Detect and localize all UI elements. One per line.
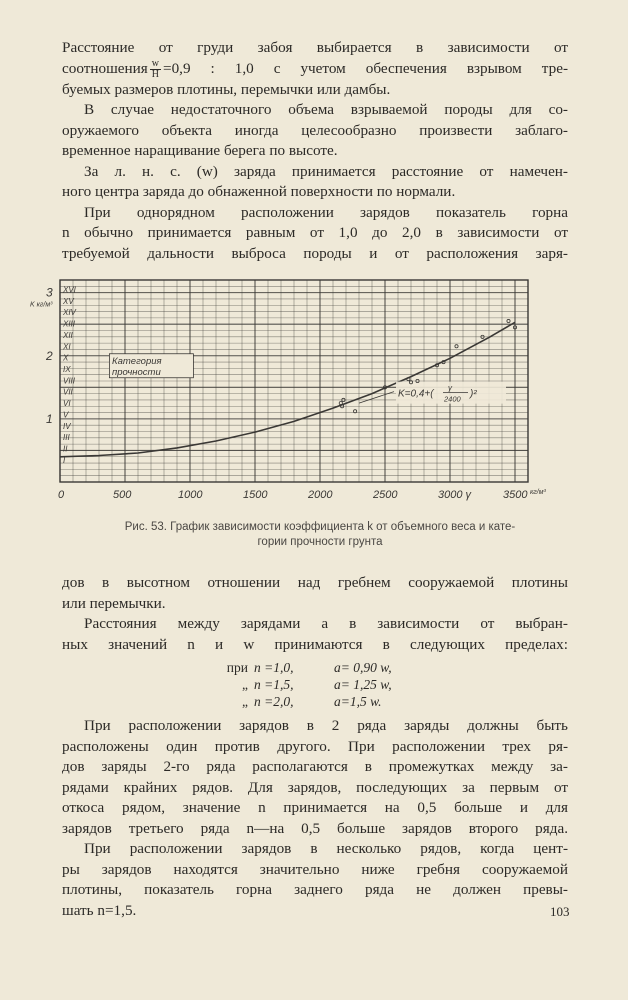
text-line: оружаемого объекта иногда целесообразно произвести заблаго- — [62, 121, 568, 139]
chart-grid — [60, 280, 528, 482]
category-legend-line-2: прочности — [112, 366, 161, 378]
data-point — [339, 401, 342, 404]
category-label: IX — [63, 365, 71, 375]
text-line: дов в высотном отношении над гребнем сооружаемой плотины — [62, 574, 568, 591]
y-tick-label: 2 — [46, 348, 53, 363]
formula-a: a= 1,25 w, — [334, 677, 392, 692]
category-label: XIV — [63, 308, 76, 318]
text-line: ных значений n и w принимаются в следующих пределах: — [62, 635, 568, 653]
x-tick-label: 0 — [58, 489, 65, 501]
x-tick-label: 1000 — [178, 489, 203, 501]
paragraph-top — [62, 38, 568, 264]
category-legend-line-1: Категория — [112, 355, 162, 367]
data-point — [507, 319, 510, 322]
text-line: расположены один против другого. При расположении трех ря- — [62, 737, 568, 755]
text-line: плотины, показатель горна заднего ряда не должен превы- — [62, 881, 568, 898]
curve-group — [60, 319, 515, 457]
category-label: XII — [63, 330, 73, 340]
category-label: VI — [63, 399, 71, 409]
text-line: требуемой дальности выброса породы и от расположения заря- — [62, 244, 568, 262]
category-label: VIII — [63, 376, 76, 386]
text-line: или перемычки. — [62, 594, 166, 612]
formula-row — [198, 676, 458, 693]
x-unit-label: кг/м³ — [530, 489, 546, 496]
category-label: I — [63, 455, 66, 465]
formula-row — [198, 693, 458, 710]
category-label: II — [63, 444, 68, 454]
fraction-numerator: w — [151, 57, 159, 69]
category-label: XI — [63, 342, 71, 352]
category-label: XIII — [63, 319, 76, 329]
text-line: За л. н. с. (w) заряда принимается расстояние от намечен- — [84, 162, 568, 180]
fraction-denominator: H — [151, 68, 159, 80]
k-coefficient-chart — [30, 270, 570, 510]
y-tick-label: 1 — [46, 411, 53, 426]
x-tick-label: 2500 — [373, 489, 398, 501]
category-label: XV — [63, 296, 74, 306]
category-label: III — [63, 433, 70, 443]
y-tick-label: 3 — [46, 285, 53, 300]
formula-label: K=0,4+( — [398, 388, 434, 400]
text-line-with-fraction — [62, 59, 568, 80]
category-label: IV — [63, 421, 71, 431]
figure-caption — [90, 520, 550, 550]
formula-prefix: „ — [242, 677, 248, 692]
formula-a: a= 0,90 w, — [334, 660, 392, 675]
caption-line-1: Рис. 53. График зависимости коэффициента k от объемного веса и кате- — [124, 521, 516, 533]
formula-prefix: „ — [242, 694, 248, 709]
formula-a: a=1,5 w. — [334, 694, 382, 709]
text-fragment: =0,9 : 1,0 с учетом обеспечения взрывом тре- — [163, 59, 568, 77]
formula-n: n =1,5, — [254, 677, 294, 692]
x-tick-label: 2000 — [308, 489, 333, 501]
category-label: V — [63, 410, 69, 420]
data-point — [455, 345, 458, 348]
text-line: При расположении зарядов в несколько рядов, когда цент- — [84, 840, 568, 857]
text-line: ного центра заряда до обнаженной поверхности по нормали. — [62, 183, 456, 200]
text-line: шать n=1,5. — [62, 901, 137, 919]
x-tick-label: 500 — [113, 489, 132, 501]
text-fragment: соотношения — [62, 59, 148, 77]
formula-n: n =2,0, — [254, 694, 294, 709]
caption-line-2: гории прочности грунта — [257, 536, 383, 548]
y-unit-label: K кг/м³ — [30, 301, 53, 309]
formula-prefix: при — [226, 660, 248, 675]
formula-numerator: γ — [448, 383, 452, 393]
text-line: При расположении зарядов в 2 ряда заряды должны быть — [84, 717, 568, 734]
formula-row — [198, 659, 458, 676]
spacing-formula-table — [198, 659, 458, 710]
text-line: Расстояния между зарядами a в зависимости от выбран- — [84, 615, 568, 632]
category-label: XVI — [63, 285, 76, 295]
text-line: откоса рядом, значение n принимается на 0,5 больше и для — [62, 799, 568, 816]
text-line: При однорядном расположении зарядов показатель горна — [84, 203, 568, 221]
x-tick-label: 1500 — [243, 489, 268, 501]
text-line: рядами крайних рядов. Для зарядов, последующих за первым от — [62, 778, 568, 796]
formula-n: n =1,0, — [254, 660, 294, 675]
paragraph-middle — [62, 573, 568, 655]
text-line: n обычно принимается равным от 1,0 до 2,0 в зависимости от — [62, 224, 568, 241]
text-line: В случае недостаточного объема взрываемой породы для со- — [84, 101, 568, 118]
ratio-fraction — [150, 59, 161, 80]
text-line: временное наращивание берега по высоте. — [62, 142, 338, 159]
category-label: X — [63, 353, 69, 363]
page-number: 103 — [550, 904, 570, 919]
text-line: зарядов третьего ряда n—на 0,5 больше зарядов второго ряда. — [62, 819, 568, 837]
formula-suffix: )² — [470, 388, 477, 400]
text-line: ры зарядов находятся значительно ниже гребня сооружаемой — [62, 860, 568, 878]
formula-denominator: 2400 — [444, 394, 461, 404]
category-label: VII — [63, 387, 73, 397]
text-line: Расстояние от груди забоя выбирается в зависимости от — [62, 39, 568, 56]
paragraph-bottom — [62, 716, 568, 921]
x-tick-label: 3000 γ — [438, 489, 472, 501]
x-tick-label: 3500 — [503, 489, 528, 501]
text-line: дов заряды 2-го ряда располагаются в промежутках между за- — [62, 758, 568, 775]
text-line: буемых размеров плотины, перемычки или дамбы. — [62, 80, 391, 98]
